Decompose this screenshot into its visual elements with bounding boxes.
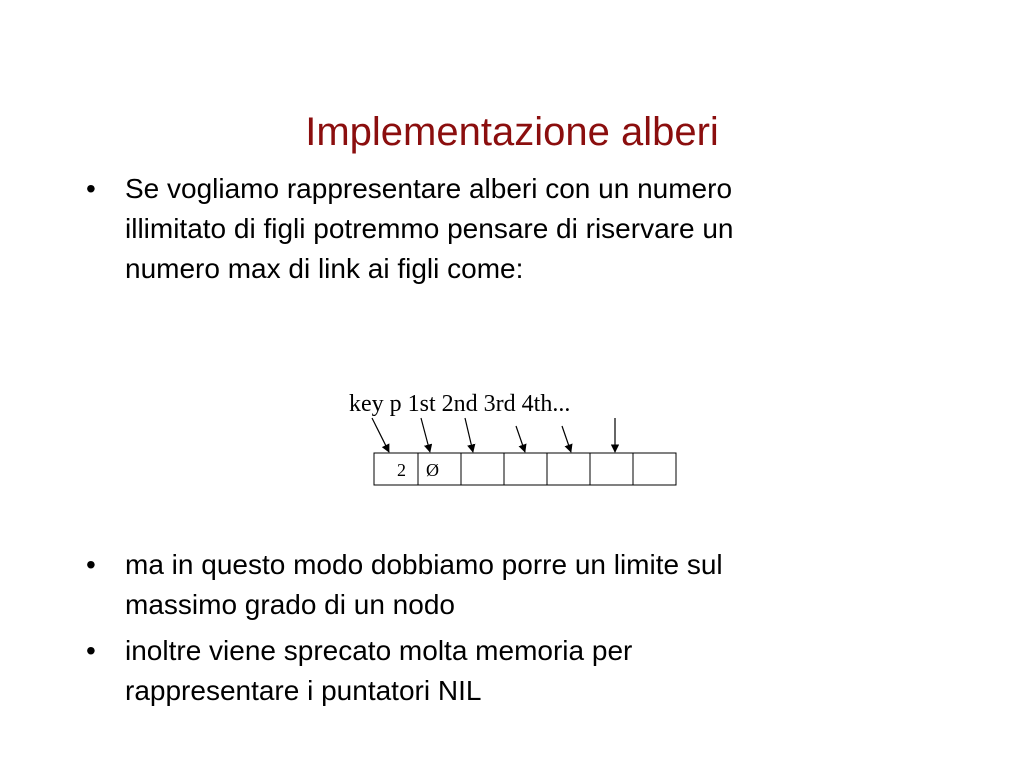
bullet-line: Se vogliamo rappresentare alberi con un numero — [125, 173, 733, 204]
cell-child-3 — [547, 453, 590, 485]
bullet-list-bottom — [86, 545, 906, 717]
cell-p — [418, 453, 461, 485]
cell-child-1 — [461, 453, 504, 485]
cell-child-more — [633, 453, 676, 485]
cell-key — [374, 453, 418, 485]
arrow-3rd — [562, 426, 571, 452]
slide-title: Implementazione alberi — [305, 110, 719, 154]
arrow-2nd — [516, 426, 525, 452]
arrow-1st — [465, 418, 473, 452]
bullet-line: illimitato di figli potremmo pensare di riservare un — [125, 213, 734, 244]
bullet-item — [86, 545, 906, 625]
cell-child-4 — [590, 453, 633, 485]
node-structure-svg — [330, 380, 700, 500]
node-structure-diagram — [330, 380, 700, 500]
bullet-item — [86, 631, 906, 711]
bullet-line: inoltre viene sprecato molta memoria per — [125, 635, 633, 666]
bullet-marker: • — [86, 173, 96, 204]
cell-p-value: Ø — [426, 460, 439, 480]
bullet-line: rappresentare i puntatori NIL — [125, 675, 482, 706]
bullet-marker: • — [86, 549, 96, 580]
bullet-line: numero max di link ai figli come: — [125, 253, 524, 284]
bullet-item — [86, 169, 906, 289]
bullet-line: ma in questo modo dobbiamo porre un limite sul — [125, 549, 723, 580]
arrow-p — [421, 418, 430, 452]
cell-child-2 — [504, 453, 547, 485]
arrow-key — [372, 418, 389, 452]
bullet-list-top — [86, 169, 906, 295]
bullet-marker: • — [86, 635, 96, 666]
cell-key-value: 2 — [397, 460, 406, 480]
bullet-line: massimo grado di un nodo — [125, 589, 455, 620]
field-labels: key p 1st 2nd 3rd 4th... — [349, 391, 571, 417]
